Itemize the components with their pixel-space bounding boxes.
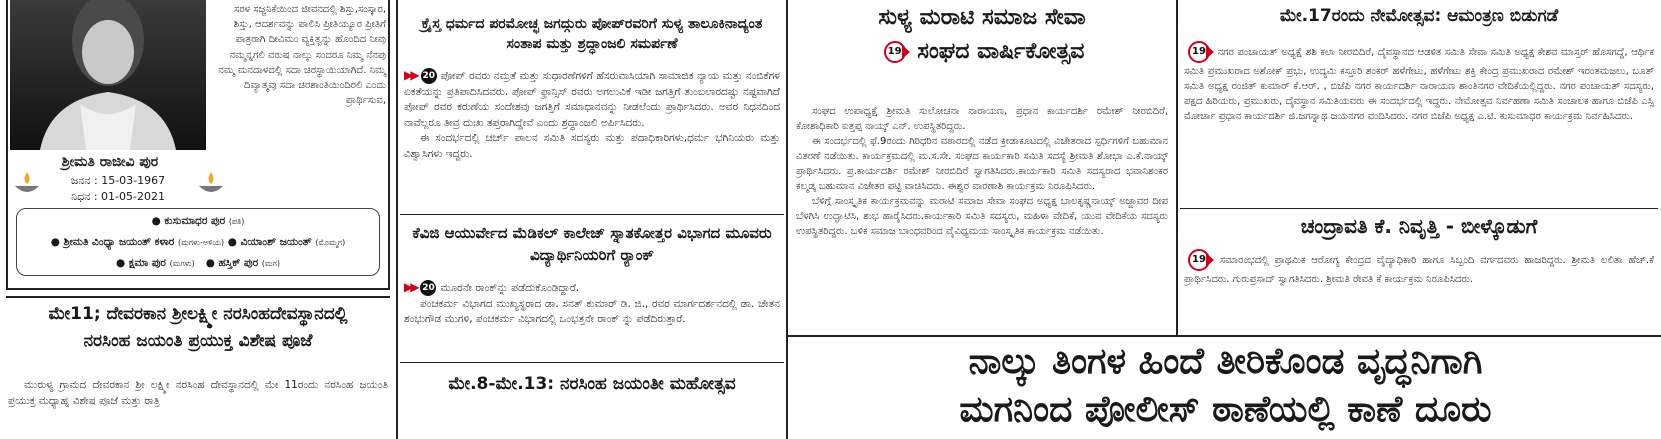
page-reference-badge <box>880 40 910 64</box>
story-body <box>796 104 1168 239</box>
headline-line: ಸುಳ್ಯ ಮರಾಟಿ ಸಮಾಜ ಸೇವಾ <box>878 5 1086 30</box>
column-divider <box>1176 0 1178 335</box>
obituary-box <box>6 0 390 290</box>
obituary-name: ಶ್ರೀಮತಿ ರಾಜೀವಿ ಪುರ <box>61 154 159 170</box>
story-body <box>1184 248 1654 287</box>
mourner-relation: (ಮಗ) <box>261 259 280 268</box>
divider <box>400 362 784 363</box>
story-text: ಈ ಸಂದರ್ಭದಲ್ಲಿ ಚರ್ಚ್ ಪಾಲನ ಸಮಿತಿ ಸದಸ್ಯರು ಮತ್ತು ಪದಾಧಿಕಾರಿಗಳು,ಧರ್ಮ ಭಗಿನಿಯರು ಮತ್ತು ವಿಶ್ವಾಸಿಗಳು ಇದ್ದರು. <box>404 132 780 160</box>
page-number-badge: 20 <box>421 68 437 84</box>
story-text: ಪಂಚಕರ್ಮ ವಿಭಾಗದ ಮುಖ್ಯಸ್ಥರಾದ ಡಾ. ಸನತ್ ಕುಮಾರ್ ಡಿ. ಜಿ., ರವರ ಮಾರ್ಗದರ್ಶನದಲ್ಲಿ ಡಾ. ಚೇತನ ಶಂಭುಗೌಡ ಮುಗಳಿ, ಪಂಚಕರ್ಮ ವಿಭಾಗದಲ್ಲಿ ಒಂಭತ್ತನೇ ರಾಂಕ್ ನ್ನು ಪಡೆದಿರುತ್ತಾರೆ. <box>404 297 780 325</box>
story-headline: ಚಂದ್ರಾವತಿ ಕೆ. ನಿವೃತ್ತಿ - ಬೀಳ್ಕೊಡುಗೆ <box>1300 214 1538 238</box>
mourner-relation: (ಮಗಳು) <box>169 259 195 268</box>
page-reference-badge <box>1184 40 1214 64</box>
mourner-name: ● ಕುಸುಮಾಧರ ಪುರ <box>151 215 226 227</box>
story-text: ನಗರ ಪಂಚಾಯತ್ ಅಧ್ಯಕ್ಷೆ ಶಶಿ ಕಲಾ ನೀರಬಿದಿರೆ, ದೈವಸ್ಥಾನದ ಆಡಳಿತ ಸಮಿತಿ ಸೇವಾ ಸಮಿತಿ ಅಧ್ಯಕ್ಷ ಕೇಶವ ಮಾಸ್ತರ್ ಹೊಸಗದ್ದೆ, ಆರ್ಥಿಕ ಸಮಿತಿ ಪ್ರಮುಖರಾದ ಅಶೋಕ್ ಪ್ರಭು, ಉದ್ಯಮಿ ಕಸ್ತೂರಿ ಶಂಕರ್ ಹಳೆಗೇಟು, ಹಳೆಗೇಟು ಶಕ್ತಿ ಕೇಂದ್ರ ಪ್ರಮುಖರಾದ ರಮೇಶ್ ಇರಂತಮಜಲು, ಬೂತ್ ಸಮಿತಿ ಅಧ್ಯಕ್ಷ ರಂಜಿತ್ ಕುಮಾರ್ ಕೆ.ಆರ್. , ಬಿಜೆಪಿ ನಗರ ಕಾರ್ಯದರ್ಶಿ ನಾರಾಯಣ ಶಾಂತಿನಗರ ವೇದಿಕೆಯಲ್ಲಿದ್ದರು. ನಗರ ಪಂಚಾಯತ್ ಸದಸ್ಯರು, ಪಕ್ಷದ ಹಿರಿಯರು, ಪ್ರಮುಖರು, ದೈವಸ್ಥಾನ ಸಮಿತಿಯವರು ಈ ಸಂದರ್ಭದಲ್ಲಿ ಇದ್ದರು. ನೇಮೋತ್ಸವ ನಿರ್ವಹಣಾ ಸಮಿತಿ ಸಂಚಾಲಕ ಹಾಗೂ ಬಿಜೆಪಿ ಎಸ್ಸಿ ಮೋರ್ಚಾ ಪ್ರಧಾನ ಕಾರ್ಯದರ್ಶಿ ಜಿ.ಜಗನ್ನಾಥ ಜಯನಗರ ವಂದಿಸಿದರು. ನಗರ ಬಿಜೆಪಿ ಅಧ್ಯಕ್ಷ ಎ.ಟಿ. ಕುಸುಮಾಧರ ಕಾರ್ಯಕ್ರಮ ನಿರ್ವಹಿಸಿದರು. <box>1184 47 1654 122</box>
story-text: ಮೂರನೇ ರಾಂಕ್‌ನ್ನು ಪಡೆದುಕೊಂಡಿದ್ದಾರೆ. <box>440 282 580 294</box>
column-divider <box>786 0 788 439</box>
column-2 <box>400 0 784 439</box>
obituary-birth: ಜನನ : 15-03-1967 <box>70 174 166 187</box>
column-4 <box>1180 0 1658 335</box>
page-number: 19 <box>1188 41 1210 63</box>
divider <box>6 296 390 298</box>
page-number: 19 <box>1188 249 1210 271</box>
mourner-name: ● ವಿಯಾಂಶ್ ಜಯಂತ್ <box>227 236 312 248</box>
story-body <box>404 68 780 162</box>
divider <box>1180 208 1658 209</box>
mourner-name: ● ಕ್ಷಮಾ ಪುರ <box>116 257 166 269</box>
arrow-icon: ▶▶ <box>404 280 417 294</box>
mourners-box <box>16 208 380 276</box>
obituary-photo <box>10 0 206 150</box>
mourner-relation: (ಪತಿ) <box>228 217 245 226</box>
arrow-icon: ▶▶ <box>404 68 417 82</box>
story-text: ಸಮಾರಂಭದಲ್ಲಿ ಪ್ರಾಥಮಿಕ ಆರೋಗ್ಯ ಕೇಂದ್ರದ ವೈದ್ಯಾಧಿಕಾರಿ ಹಾಗೂ ಸಿಬ್ಬಂದಿ ವರ್ಗದವರು ಹಾಜರಿದ್ದರು. ಶ್ರೀಮತಿ ಲಲಿತಾ ಹೆಚ್.ಕೆ ಪ್ರಾರ್ಥಿಸಿದರು. ಗುರುಪ್ರಸಾದ್ ಸ್ವಾಗತಿಸಿದರು. ಶ್ರೀಮತಿ ರೇವತಿ ಕೆ ಕಾರ್ಯಕ್ರಮ ನಿರೂಪಿಸಿದರು. <box>1184 255 1654 285</box>
lamp-icon <box>196 170 226 196</box>
story-headline: ಮೇ.17ರಂದು ನೇಮೋತ್ಸವ: ಆಮಂತ್ರಣ ಬಿಡುಗಡೆ <box>1279 6 1559 26</box>
divider <box>786 335 1661 337</box>
lamp-icon <box>12 170 42 196</box>
column-1 <box>0 0 395 439</box>
story-headline <box>790 4 1174 65</box>
portrait-image <box>10 0 206 150</box>
story-body: ಮುರುಳ್ಯ ಗ್ರಾಮದ ದೇವರಕಾನ ಶ್ರೀ ಲಕ್ಷ್ಮೀ ನರಸಿಂಹ ದೇವಸ್ಥಾನದಲ್ಲಿ ಮೇ 11ರಂದು ನರಸಿಂಹ ಜಯಂತಿ ಪ್ರಯುಕ್ತ ಮಧ್ಯಾಹ್ನ ವಿಶೇಷ ಪೂಜೆ ಮತ್ತು ರಾತ್ರಿ <box>8 379 388 407</box>
page-number: 19 <box>884 41 906 63</box>
mourner-relation: (ಮೊಮ್ಮಗ) <box>315 238 346 247</box>
story-text: ಬೆಳಿಗ್ಗೆ ಸಾಂಸ್ಕೃತಿಕ ಕಾರ್ಯಕ್ರಮವನ್ನು ಮರಾಟಿ ಸಮಾಜ ಸೇವಾ ಸಂಘದ ಅಧ್ಯಕ್ಷ ಬಾಲಕೃಷ್ಣನಾಯ್ಕ್ ಅಜ್ಜಾವರ ದೀಪ ಬೆಳಗಿಸಿ ಉದ್ಘಾಟಿಸಿ, ಶುಭ ಹಾರೈಸಿದರು.ಕಾರ್ಯಕಾರಿ ಸಮಿತಿ ಸದಸ್ಯರು, ಮಹಿಳಾ ವೇದಿಕೆ, ಯುವ ವೇದಿಕೆಯ ಸದಸ್ಯರು ಉಪಸ್ಥಿತರಿದ್ದರು. ಬಳಿಕ ಸಮಾಜ ಬಾಂಧವರಿಂದ ವೈವಿಧ್ಯಮಯ ಸಾಂಸ್ಕೃತಿಕ ಕಾರ್ಯಕ್ರಮ ನಡೆಯಿತು. <box>796 196 1168 237</box>
mourner-relation: (ಮಗಳು-ಅಳಿಯ) <box>177 238 225 247</box>
mourner-name: ● ಹಸ್ತಿಕ್ ಪುರ <box>205 257 259 269</box>
story-headline: ಮೇ.8-ಮೇ.13: ನರಸಿಂಹ ಜಯಂತೀ ಮಹೋತ್ಸವ <box>448 374 736 394</box>
story-headline: ಕೆವಿಜಿ ಆಯುರ್ವೇದ ಮೆಡಿಕಲ್ ಕಾಲೇಜ್ ಸ್ನಾತಕೋತ್ತರ ವಿಭಾಗದ ಮೂವರು ವಿದ್ಯಾರ್ಥಿನಿಯರಿಗೆ ರ್‍ಯಾಂಕ್ <box>412 224 772 264</box>
headline-line: ನರಸಿಂಹ ಜಯಂತಿ ಪ್ರಯುಕ್ತ ವಿಶೇಷ ಪೂಜೆ <box>83 331 313 352</box>
obituary-verse: ಸರಳ ಸಜ್ಜನಿಕೆಯಿಂದ ಜೀವನದಲ್ಲಿ ಶಿಸ್ತು,ಸಂಸ್ಕಾರ, ಶಿಸ್ತು, ಆದರ್ಶವನ್ನು ಪಾಲಿಸಿ ಪ್ರೀತಿಯ್ಯೂರ ಪ್ರೀತಿಗೆ ಪಾತ್ರರಾಗಿ ದೀವಿಮಂ ವ್ಯಕ್ತಿತ್ವನ್ನು ಹೊಂದಿದ ನೀವು ನಮ್ಮನ್ನಗಲಿ ವರುಷ ನಾಲ್ಕು ಸಂದರೂ ನಿಮ್ಮ ನೆನಪು ನಮ್ಮ ಮನದಾಳದಲ್ಲಿ ಸದಾ ಚಿರಸ್ಥಾಯಿಯಾಗಿದೆ. ನಿಮ್ಮ ದಿವ್ಯಾತ್ಮವು ಸದಾ ಚಿರಶಾಂತಿಯಿಂದಿರಲಿ ಎಂದು ಪ್ರಾರ್ಥಿಸುವ, <box>218 4 386 107</box>
lead-headline <box>790 338 1661 439</box>
mourner-name: ● ಶ್ರೀಮತಿ ವಿಂಧ್ಯಾ ಜಯಂತ್ ಕಳಾರ <box>50 236 175 248</box>
divider <box>400 214 784 215</box>
story-body <box>1184 40 1654 124</box>
obituary-death: ನಿಧನ : 01-05-2021 <box>71 190 165 203</box>
story-text: ಸಂಘದ ಉಪಾಧ್ಯಕ್ಷೆ ಶ್ರೀಮತಿ ಸುಲೋಚನಾ ನಾರಾಯಣ, ಪ್ರಧಾನ ಕಾರ್ಯದರ್ಶಿ ರಮೇಶ್ ನೀರಬಿದಿರೆ, ಕೋಶಾಧಿಕಾರಿ ಐತ್ತಪ್ಪ ನಾಯ್ಕ್ ಎನ್. ಉಪಸ್ಥಿತರಿದ್ದರು. <box>796 106 1168 132</box>
page-reference-badge <box>1184 248 1214 272</box>
story-text: ಪೋಪ್ ರವರು ನಮ್ರತೆ ಮತ್ತು ಸುಧಾರಣೆಗಳಿಗೆ ಹೆಸರುವಾಸಿಯಾಗಿ ಸಾಮಾಜಿಕ ನ್ಯಾಯ ಮತ್ತು ನಂಬಿಕೆಗಳ ಏಕತೆಯನ್ನು ಪ್ರತಿಪಾದಿಸಿದವರು. ಪೋಪ್ ಫ್ರಾನ್ಸಿಸ್ ರವರು ಅಗಲುವಿಕೆ ಇಡೀ ಜಗತ್ತಿಗೆ ತುಂಬಲಾರದಷ್ಟು ನಷ್ಟವಾಗಿದೆ ಪೋಪ್ ರವರ ಕರುಣೆಯ ಸಂದೇಶವು ಜಗತ್ತಿಗೆ ಸಮಾಧಾನವನ್ನು ನೀಡಲೆಂದು ಪ್ರಾರ್ಥಿಸಿದರು. ಅವರ ನಿಧನದಿಂದ ನಾವೆಲ್ಲರೂ ತೀವ್ರ ದುಃಖ ತಪ್ತರಾಗಿದ್ದೇವೆ ಎಂದು ಶ್ರದ್ಧಾಂಜಲಿ ಅರ್ಪಿಸಿದರು. <box>404 70 780 129</box>
column-3 <box>790 0 1174 335</box>
story-headline <box>6 304 390 353</box>
column-divider <box>396 0 398 439</box>
story-text: ಈ ಸಂದರ್ಭದಲ್ಲಿ ಫೆ.9ರಂದು ಗಿರಿಧರಿನ ವಠಾರದಲ್ಲಿ ನಡೆದ ಕ್ರೀಡಾಕೂಟದಲ್ಲಿ ವಿಜೇತರಾದ ಸ್ಪರ್ಧಿಗಳಿಗೆ ಬಹುಮಾನ ವಿತರಣೆ ನಡೆಯಿತು. ಕಾರ್ಯಕ್ರಮದಲ್ಲಿ ಮ.ಸ.ಸೇ. ಸಂಘದ ಕಾರ್ಯಕಾರಿ ಸಮಿತಿ ಸದಸ್ಯೆ ಶ್ರೀಮತಿ ಶೋಭಾ ಎ.ಕೆ.ನಾಯ್ಕ್ ಪ್ರಾರ್ಥಿಸಿದರು. ಪ್ರ.ಕಾರ್ಯದರ್ಶಿ ರಮೇಶ್ ನೀರಬಿದಿರೆ ಸ್ವಾಗತಿಸಿದರು.ಕಾರ್ಯಕಾರಿ ಸಮಿತಿ ಸದಸ್ಯರಾದ ಭವಾನಿಶಂಕರ ಕಲ್ಮಡ್ಕ ಬಹುಮಾನ ವಿಜೇತರ ಪಟ್ಟಿ ವಾಚಿಸಿದರು. ಈಶ್ವರ ವಾರಣಾಶಿ ಕಾರ್ಯಕ್ರಮ ನಿರೂಪಿಸಿದರು. <box>796 136 1168 192</box>
headline-line: ಮೇ11; ದೇವರಕಾನ ಶ್ರೀಲಕ್ಷ್ಮೀ ನರಸಿಂಹದೇವಸ್ಥಾನದಲ್ಲಿ <box>48 304 348 324</box>
story-headline: ಕ್ರೈಸ್ತ ಧರ್ಮದ ಪರಮೋಚ್ಛ ಜಗದ್ಗುರು ಪೋಪ್‌ರವರಿಗೆ ಸುಳ್ಯ ತಾಲೂಕಿನಾದ್ಯಂತ ಸಂತಾಪ ಮತ್ತು ಶ್ರದ್ಧಾಂಜಲಿ ಸಮರ್ಪಣೆ <box>421 16 763 52</box>
headline-line: ಸಂಘದ ವಾರ್ಷಿಕೋತ್ಸವ <box>917 38 1085 64</box>
headline-line: ಮಗನಿಂದ ಪೋಲೀಸ್ ಠಾಣೆಯಲ್ಲಿ ಕಾಣೆ ದೂರು <box>959 389 1492 430</box>
story-body <box>404 280 780 328</box>
page-number-badge: 20 <box>420 280 436 296</box>
headline-line: ನಾಲ್ಕು ತಿಂಗಳ ಹಿಂದೆ ತೀರಿಕೊಂಡ ವೃದ್ಧನಿಗಾಗಿ <box>968 341 1483 382</box>
